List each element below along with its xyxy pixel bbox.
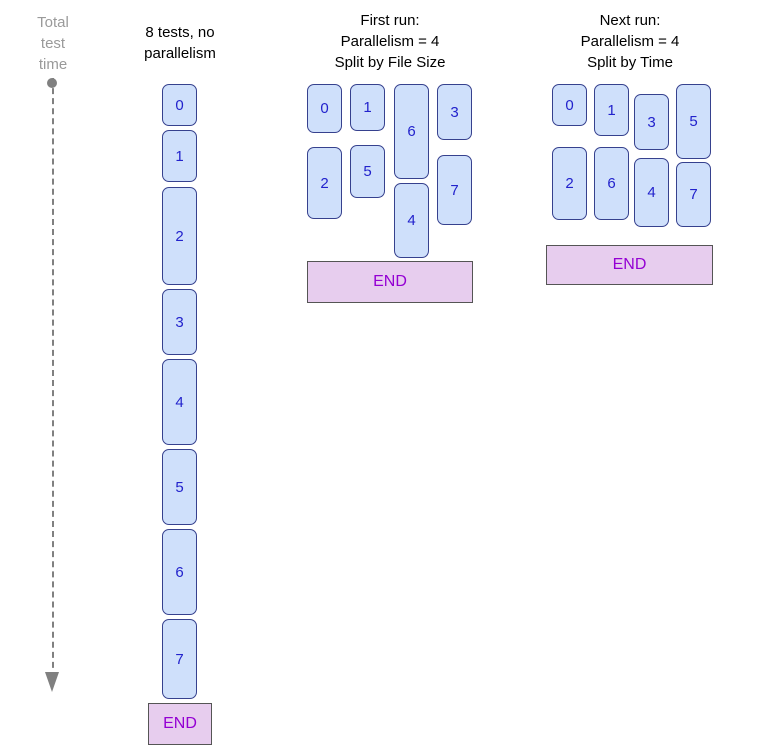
axis-arrow-icon xyxy=(45,672,59,692)
end-bar-next-run: END xyxy=(546,245,713,285)
test-block-serial-5: 5 xyxy=(162,449,197,525)
time-axis-line xyxy=(52,78,54,678)
axis-label-line-1: Total xyxy=(37,14,69,31)
test-block-first-run-5: 5 xyxy=(350,145,385,198)
test-block-serial-4: 4 xyxy=(162,359,197,445)
test-block-next-run-4: 4 xyxy=(634,158,669,227)
test-block-first-run-3: 3 xyxy=(437,84,472,140)
test-block-serial-6: 6 xyxy=(162,529,197,615)
test-block-serial-3: 3 xyxy=(162,289,197,355)
test-block-first-run-4: 4 xyxy=(394,183,429,258)
column-title-next-run-line-2: Parallelism = 4 xyxy=(580,33,680,50)
test-block-serial-0: 0 xyxy=(162,84,197,126)
test-block-first-run-6: 6 xyxy=(394,84,429,179)
total-test-time-label xyxy=(22,12,84,75)
test-block-next-run-7: 7 xyxy=(676,162,711,227)
column-title-next-run-line-3: Split by Time xyxy=(587,54,673,71)
end-bar-first-run: END xyxy=(307,261,473,303)
column-title-first-run xyxy=(300,10,480,73)
axis-label-line-3: time xyxy=(38,56,68,73)
test-block-first-run-1: 1 xyxy=(350,84,385,131)
test-block-next-run-6: 6 xyxy=(594,147,629,220)
column-title-serial-line-1: 8 tests, no xyxy=(145,24,215,41)
axis-label-line-2: test xyxy=(40,35,66,52)
test-block-serial-2: 2 xyxy=(162,187,197,285)
column-title-first-run-line-1: First run: xyxy=(360,12,420,29)
test-block-first-run-2: 2 xyxy=(307,147,342,219)
column-title-first-run-line-2: Parallelism = 4 xyxy=(340,33,440,50)
test-block-serial-1: 1 xyxy=(162,130,197,182)
end-bar-serial: END xyxy=(148,703,212,745)
test-block-serial-7: 7 xyxy=(162,619,197,699)
test-block-next-run-2: 2 xyxy=(552,147,587,220)
test-block-first-run-7: 7 xyxy=(437,155,472,225)
test-block-first-run-0: 0 xyxy=(307,84,342,133)
test-block-next-run-0: 0 xyxy=(552,84,587,126)
column-title-next-run-line-1: Next run: xyxy=(599,12,661,29)
test-block-next-run-3: 3 xyxy=(634,94,669,150)
test-block-next-run-5: 5 xyxy=(676,84,711,159)
column-title-first-run-line-3: Split by File Size xyxy=(334,54,446,71)
column-title-serial-line-2: parallelism xyxy=(144,45,216,62)
column-title-next-run xyxy=(540,10,720,73)
column-title-serial xyxy=(105,22,255,64)
test-block-next-run-1: 1 xyxy=(594,84,629,136)
